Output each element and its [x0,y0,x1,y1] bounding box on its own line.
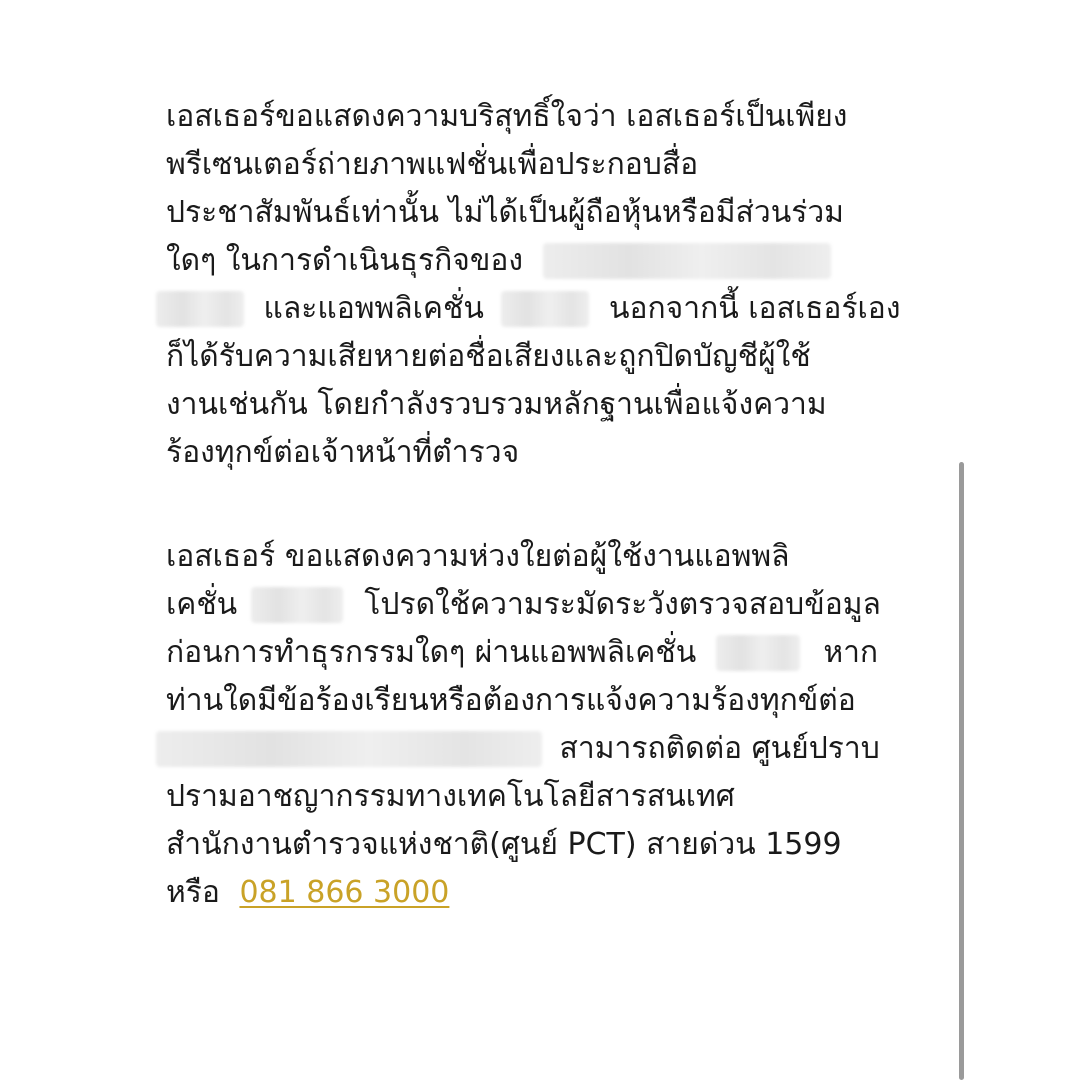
text: นอกจากนี้ เอสเธอร์เอง [608,291,901,326]
text: ก่อนการทำธุรกรรมใดๆ ผ่านแอพพลิเคชั่น [166,635,697,670]
text: หรือ [166,875,220,910]
text: ปรามอาชญากรรมทางเทคโนโลยีสารสนเทศ [166,779,735,814]
text-line [166,333,956,381]
text-line [166,189,956,237]
text-line [166,629,956,677]
text-line [166,237,956,285]
text-line [166,141,956,189]
redacted-brand-name [156,291,244,327]
text-line [166,93,956,141]
text-line [166,821,956,869]
text-line [166,677,956,725]
text-line [166,381,956,429]
text-line [156,725,956,773]
text: งานเช่นกัน โดยกำลังรวบรวมหลักฐานเพื่อแจ้งความ [166,387,827,422]
message-body [166,93,956,917]
redacted-app-name [716,635,800,671]
redacted-organization-name [156,731,542,767]
text-line [166,869,956,917]
text: และแอพพลิเคชั่น [263,291,484,326]
text-line [166,581,956,629]
text: ร้องทุกข์ต่อเจ้าหน้าที่ตำรวจ [166,435,520,470]
redacted-app-name [251,587,343,623]
redacted-app-name [501,291,589,327]
text-line [166,773,956,821]
text: สำนักงานตำรวจแห่งชาติ(ศูนย์ PCT) สายด่วน 1599 [166,827,842,862]
redacted-brand-name [543,243,831,279]
phone-link[interactable]: 081 866 3000 [239,875,450,910]
text: หาก [823,635,879,670]
text: ใดๆ ในการดำเนินธุรกิจของ [166,243,523,278]
paragraph-gap [166,477,956,525]
spacer [166,525,956,533]
text-line [166,533,956,581]
text: เอสเธอร์ ขอแสดงความห่วงใยต่อผู้ใช้งานแอพพลิ [166,539,790,574]
text-line [156,285,956,333]
text-line [166,429,956,477]
text: เคชั่น [166,587,238,622]
text: สามารถติดต่อ ศูนย์ปราบ [559,731,880,766]
text: โปรดใช้ความระมัดระวังตรวจสอบข้อมูล [364,587,881,622]
scrollbar[interactable] [959,462,964,1080]
text: ท่านใดมีข้อร้องเรียนหรือต้องการแจ้งความร้องทุกข์ต่อ [166,683,856,718]
text: ก็ได้รับความเสียหายต่อชื่อเสียงและถูกปิดบัญชีผู้ใช้ [166,339,811,374]
text: พรีเซนเตอร์ถ่ายภาพแฟชั่นเพื่อประกอบสื่อ [166,147,699,182]
text: ประชาสัมพันธ์เท่านั้น ไม่ได้เป็นผู้ถือหุ้นหรือมีส่วนร่วม [166,195,844,230]
text: เอสเธอร์ขอแสดงความบริสุทธิ์ใจว่า เอสเธอร์เป็นเพียง [166,99,848,134]
